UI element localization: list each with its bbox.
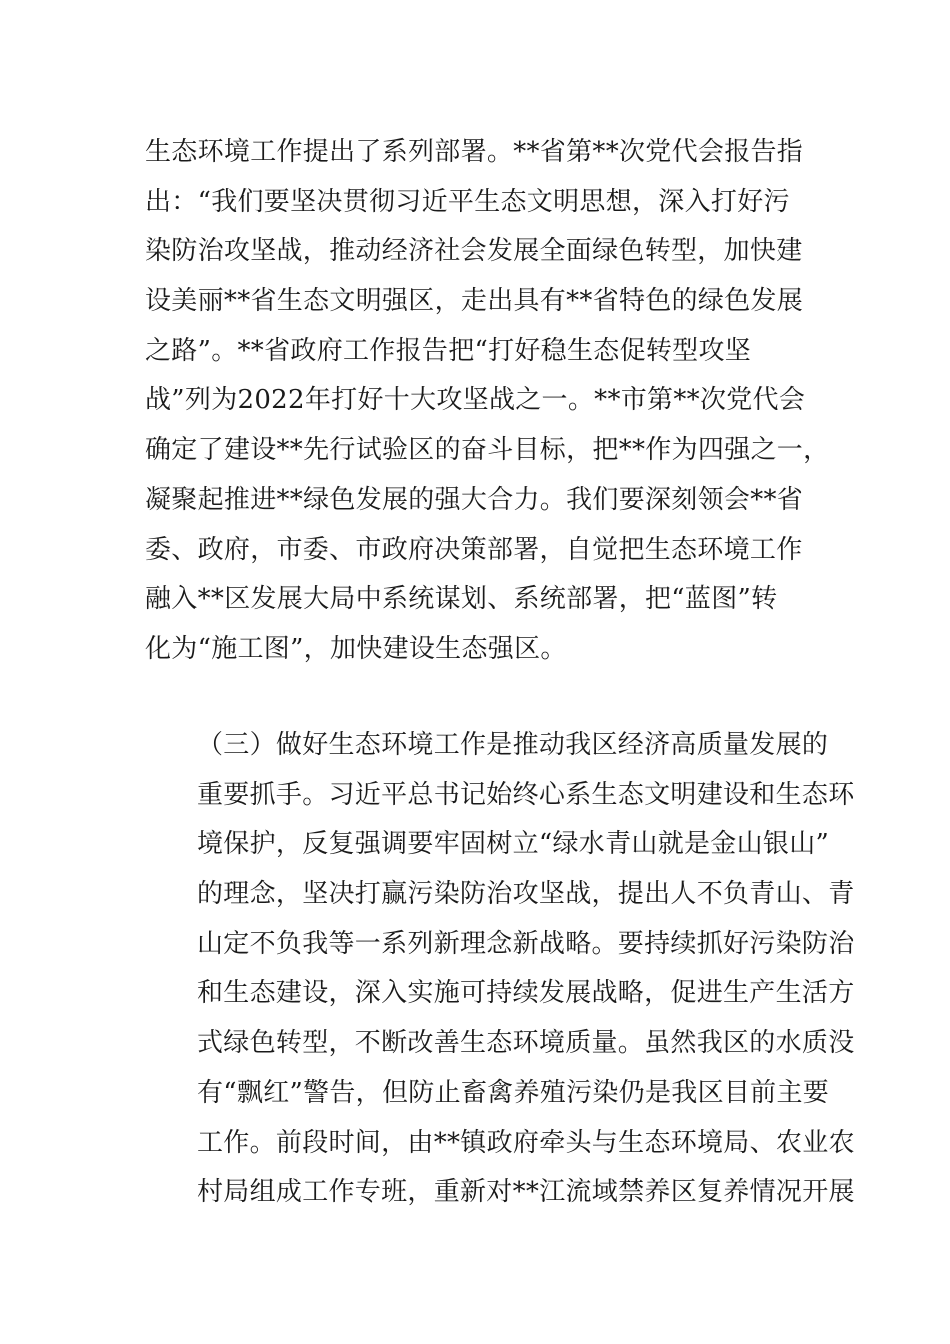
text-line: 式绿色转型，不断改善生态环境质量。虽然我区的水质没	[197, 1028, 855, 1059]
paragraph-section-three	[145, 721, 855, 1218]
text-line: 之路”。**省政府工作报告把“打好稳生态促转型攻坚	[145, 335, 752, 366]
text-line: 凝聚起推进**绿色发展的强大合力。我们要深刻领会**省	[145, 484, 804, 515]
text-line: 染防治攻坚战，推动经济社会发展全面绿色转型，加快建	[145, 236, 803, 267]
text-line: 出：“我们要坚决贯彻习近平生态文明思想，深入打好污	[145, 186, 790, 217]
text-line: 重要抓手。习近平总书记始终心系生态文明建设和生态环	[197, 779, 855, 810]
text-line: 和生态建设，深入实施可持续发展战略，促进生产生活方	[197, 978, 855, 1009]
text-line: 的理念，坚决打赢污染防治攻坚战，提出人不负青山、青	[197, 879, 855, 910]
text-line: 生态环境工作提出了系列部署。**省第**次党代会报告指	[145, 137, 804, 167]
text-line: 工作。前段时间，由**镇政府牵头与生态环境局、农业农	[197, 1127, 855, 1158]
text-line: 委、政府，市委、市政府决策部署，自觉把生态环境工作	[145, 534, 803, 565]
text-line: 村局组成工作专班，重新对**江流域禁养区复养情况开展	[197, 1177, 855, 1208]
text-line: 有“飘红”警告，但防止畜禽养殖污染仍是我区目前主要	[197, 1077, 830, 1108]
text-line: 化为“施工图”，加快建设生态强区。	[145, 633, 567, 664]
text-line: 设美丽**省生态文明强区，走出具有**省特色的绿色发展	[145, 286, 804, 317]
text-line: 山定不负我等一系列新理念新战略。要持续抓好污染防治	[197, 928, 855, 959]
paragraph-ecological-deployment	[145, 128, 830, 675]
section-heading-line: （三）做好生态环境工作是推动我区经济高质量发展的	[197, 730, 829, 760]
text-line: 确定了建设**先行试验区的奋斗目标，把**作为四强之一，	[145, 435, 830, 466]
text-line: 境保护，反复强调要牢固树立“绿水青山就是金山银山”	[197, 829, 830, 860]
text-line: 战”列为2022年打好十大攻坚战之一。**市第**次党代会	[145, 385, 806, 416]
text-line: 融入**区发展大局中系统谋划、系统部署，把“蓝图”转	[145, 584, 778, 615]
